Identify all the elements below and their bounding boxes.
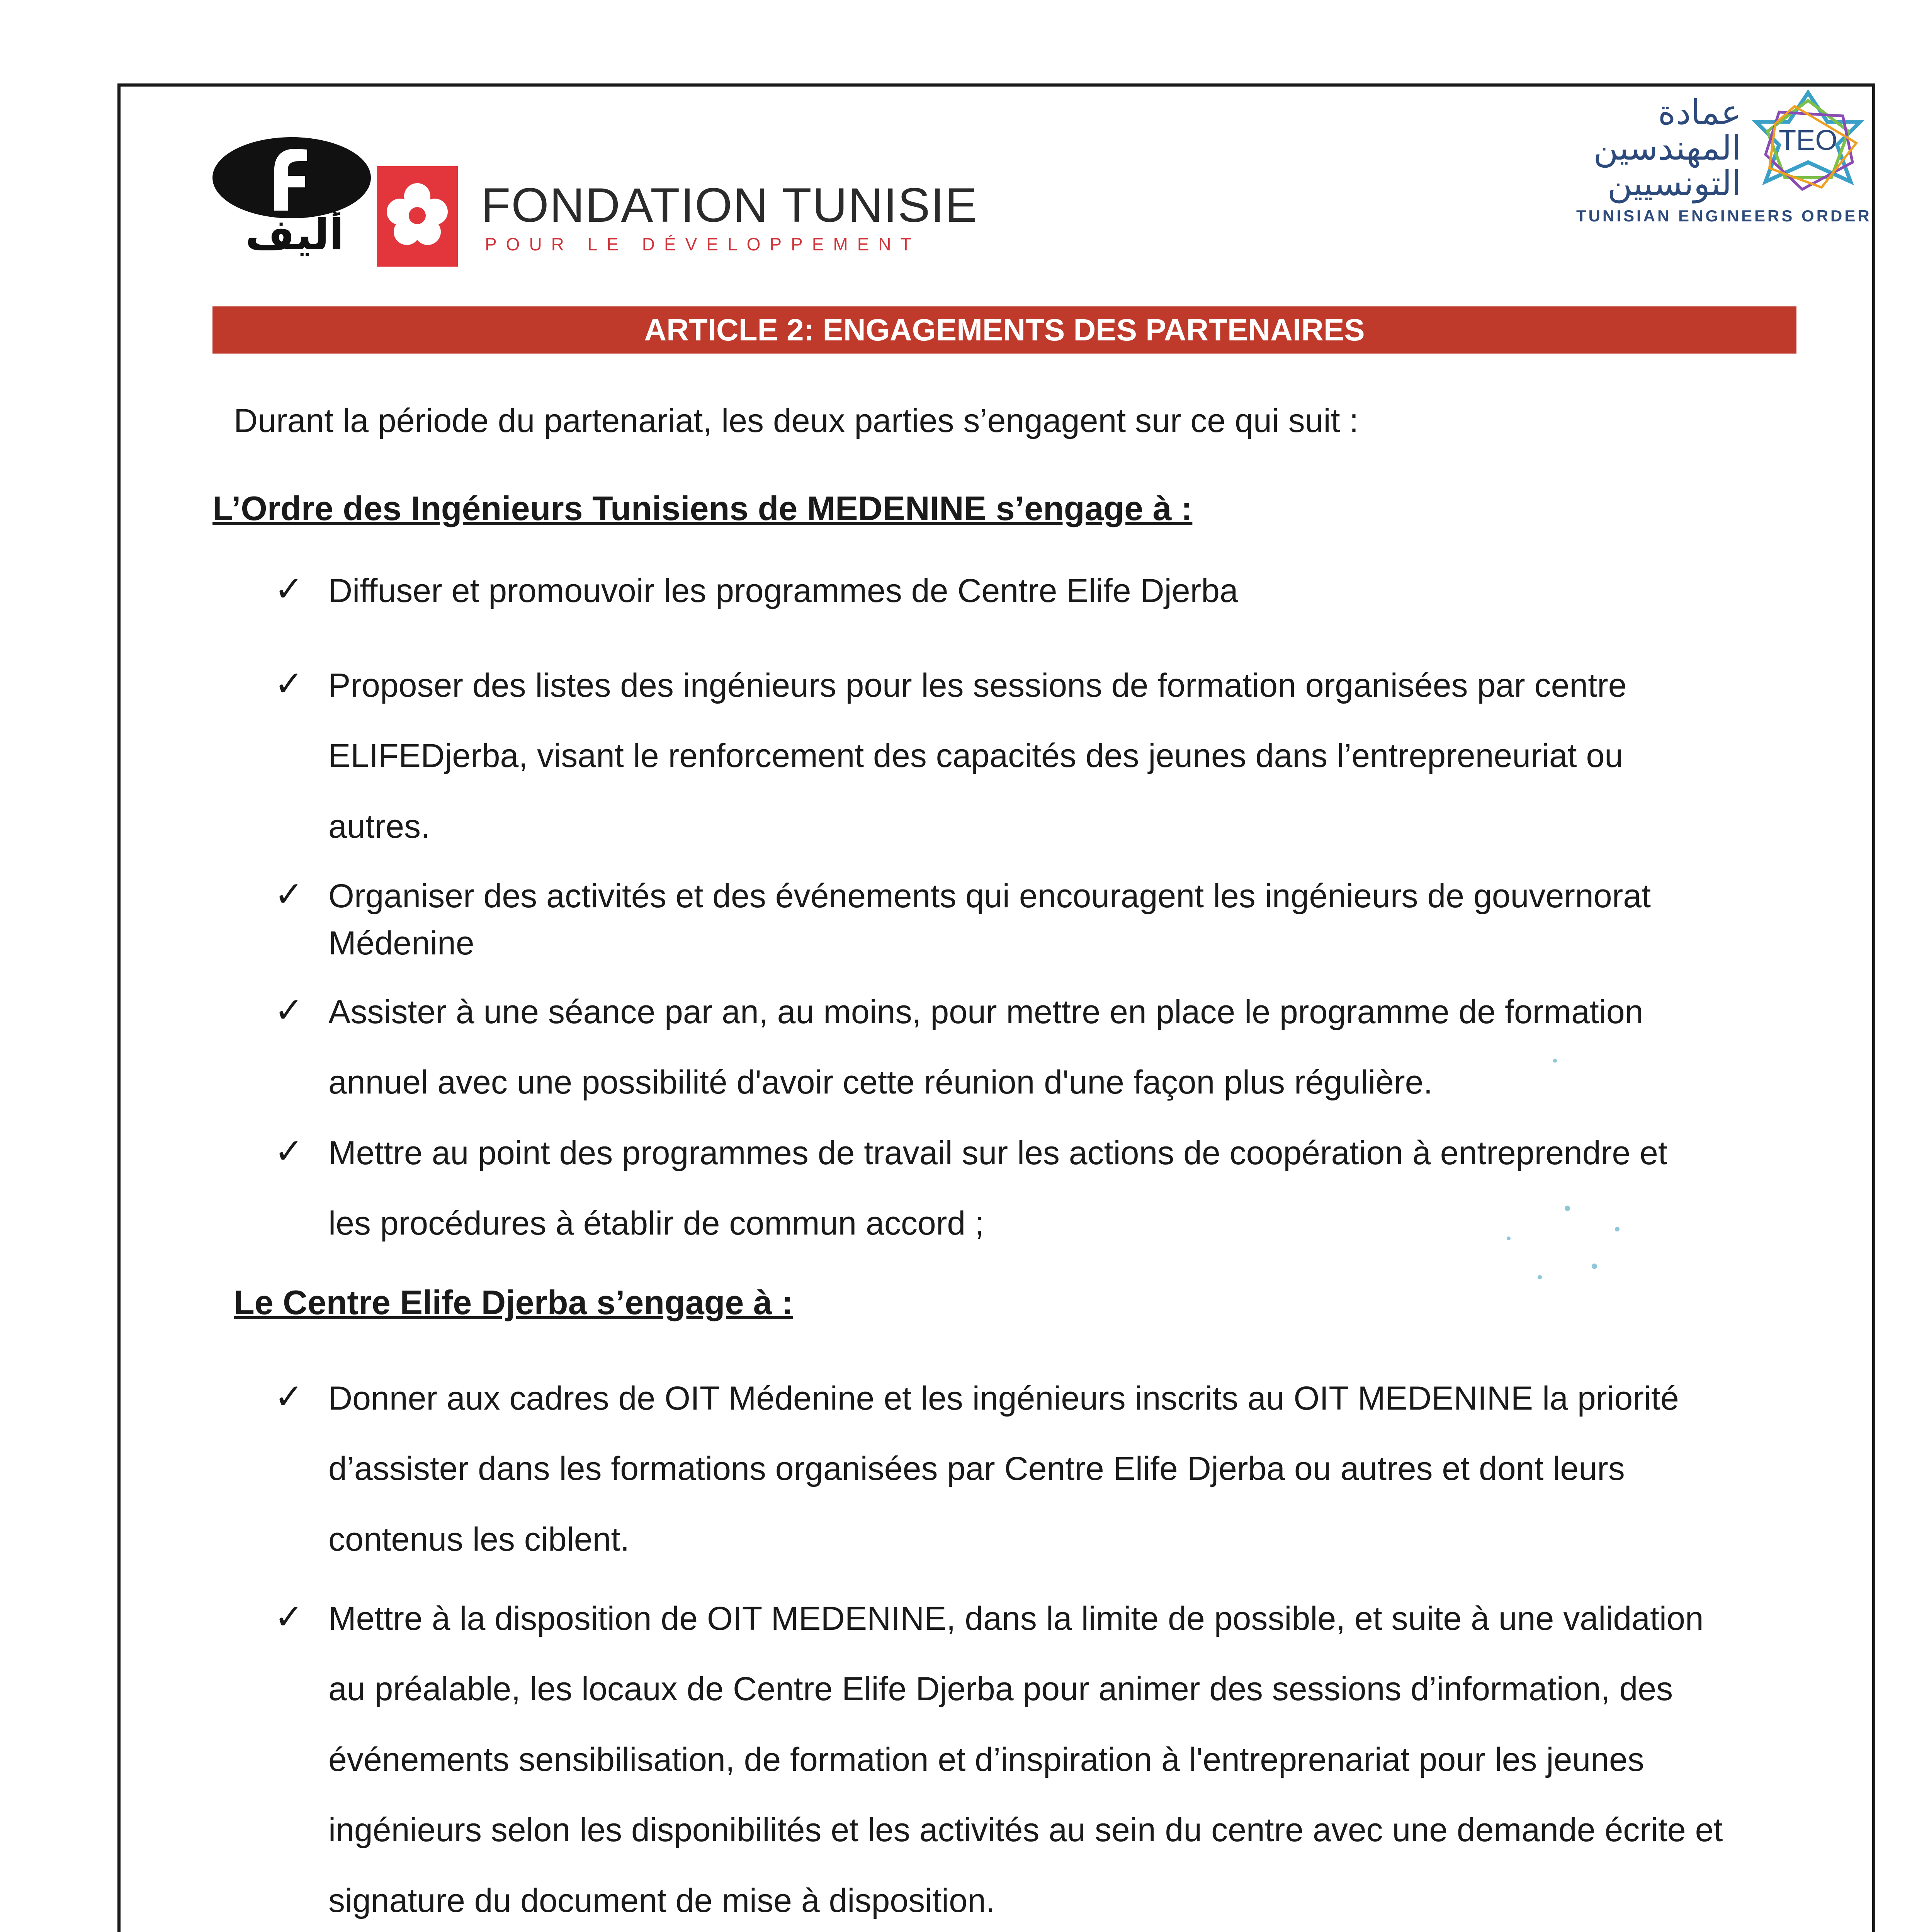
list-item-text: d’assister dans les formations organisées par Centre Elife Djerba ou autres et dont leurs	[328, 1450, 1625, 1487]
list-item-text: Médenine	[328, 925, 474, 962]
section-oit-heading: L’Ordre des Ingénieurs Tunisiens de MEDENINE s’engage à :	[212, 489, 1193, 527]
scan-speck	[1553, 1059, 1557, 1063]
teo-arabic-name	[1540, 92, 1741, 203]
article-banner: ARTICLE 2: ENGAGEMENTS DES PARTENAIRES	[212, 306, 1796, 354]
fondation-subtitle: POUR LE DÉVELOPPEMENT	[485, 234, 921, 254]
checkmark-icon: ✓	[274, 1376, 304, 1417]
fondation-flower-logo	[377, 166, 458, 267]
scan-speck	[1507, 1236, 1511, 1240]
alif-arabic-text: أليف	[245, 210, 344, 257]
list-item-text: Mettre au point des programmes de travail sur les actions de coopération à entreprendre et	[328, 1134, 1667, 1172]
fondation-title: FONDATION TUNISIE	[481, 179, 978, 232]
teo-arabic-line: عمادة	[1658, 92, 1741, 132]
list-item-text: signature du document de mise à disposition.	[328, 1882, 995, 1919]
checkmark-icon: ✓	[274, 990, 304, 1031]
list-item-text: Donner aux cadres de OIT Médenine et les ingénieurs inscrits au OIT MEDENINE la priorité	[328, 1380, 1679, 1417]
checkmark-icon: ✓	[274, 663, 304, 704]
teo-abbrev: TEO	[1778, 124, 1838, 156]
scan-speck	[1538, 1275, 1542, 1279]
list-item-text: autres.	[328, 808, 430, 845]
list-item-text: Organiser des activités et des événements qui encouragent les ingénieurs de gouvernorat	[328, 878, 1651, 915]
scan-speck	[1565, 1206, 1570, 1211]
list-item-text: au préalable, les locaux de Centre Elife Djerba pour animer des sessions d’information, des	[328, 1670, 1673, 1708]
list-item-text: contenus les ciblent.	[328, 1521, 630, 1558]
intro-paragraph: Durant la période du partenariat, les deux parties s’engagent sur ce qui suit :	[234, 402, 1359, 439]
checkmark-icon: ✓	[274, 1131, 304, 1172]
list-item-text: Mettre à la disposition de OIT MEDENINE, dans la limite de possible, et suite à une validation	[328, 1600, 1704, 1637]
checkmark-icon: ✓	[274, 874, 304, 915]
scan-speck	[1592, 1264, 1597, 1269]
teo-english-name: TUNISIAN ENGINEERS ORDER	[1576, 207, 1872, 225]
list-item-text: Assister à une séance par an, au moins, pour mettre en place le programme de formation	[328, 993, 1643, 1031]
checkmark-icon: ✓	[274, 569, 304, 609]
list-item-text: ELIFEDjerba, visant le renforcement des capacités des jeunes dans l’entrepreneuriat ou	[328, 737, 1623, 774]
scan-speck	[1615, 1227, 1620, 1231]
list-item-text: Proposer des listes des ingénieurs pour les sessions de formation organisées par centre	[328, 667, 1627, 704]
list-item-text: ingénieurs selon les disponibilités et les activités au sein du centre avec une demande écrite et	[328, 1811, 1723, 1849]
teo-arabic-line: المهندسين	[1593, 128, 1741, 168]
teo-logo-mark	[1733, 85, 1883, 201]
list-item-text: les procédures à établir de commun accord ;	[328, 1205, 984, 1242]
list-item-text: Diffuser et promouvoir les programmes de Centre Elife Djerba	[328, 572, 1238, 609]
list-item-text: annuel avec une possibilité d'avoir cette réunion d'une façon plus régulière.	[328, 1064, 1433, 1101]
checkmark-icon: ✓	[274, 1597, 304, 1637]
teo-arabic-line: التونسيين	[1607, 163, 1741, 203]
alif-logo	[209, 133, 379, 257]
list-item-text: événements sensibilisation, de formation et d’inspiration à l'entreprenariat pour les jeunes	[328, 1741, 1644, 1778]
section-elife-heading: Le Centre Elife Djerba s’engage à :	[234, 1283, 793, 1321]
